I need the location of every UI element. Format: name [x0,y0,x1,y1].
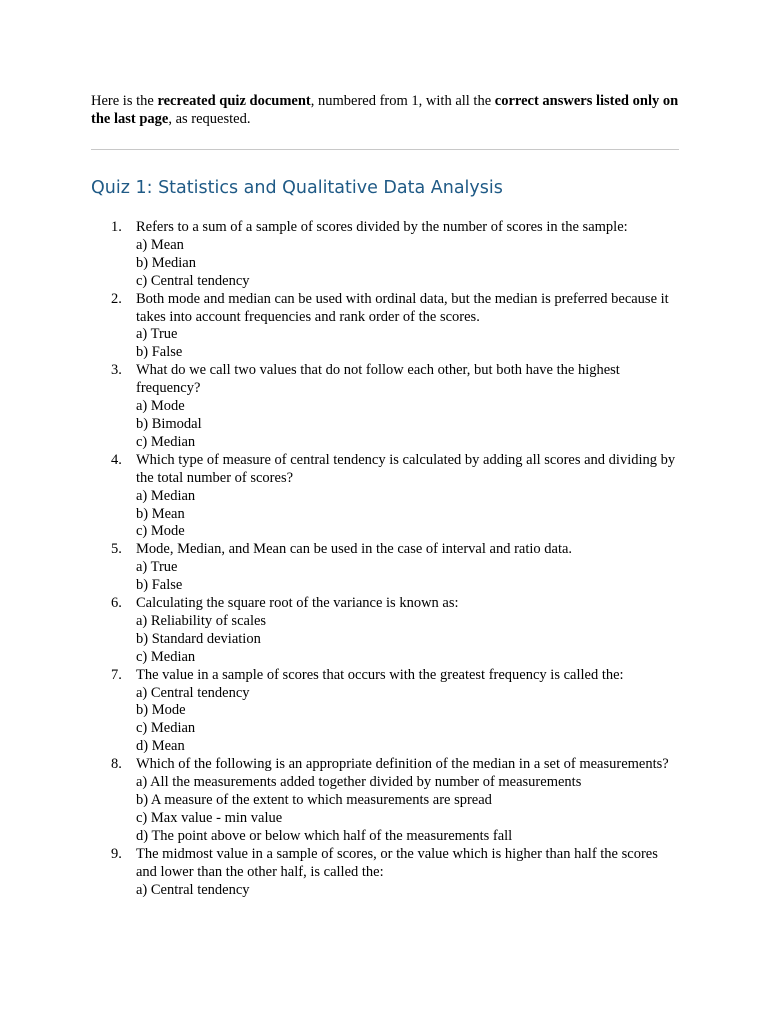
question-item [91,667,679,757]
question-text: Which type of measure of central tendency is calculated by adding all scores and dividing by the total number of scores? [136,451,676,486]
intro-text-2: , numbered from 1, with all the [310,93,495,109]
question-item [91,595,679,667]
question-number: 4. [111,451,122,468]
question-item [91,219,679,291]
answer-option: c) Max value - min value [136,809,283,826]
document-page [91,92,679,899]
intro-text-1: Here is the [91,93,158,109]
question-item [91,846,679,900]
answer-option: a) Mean [136,236,184,253]
answer-option: d) Mean [136,738,185,755]
question-text: Which of the following is an appropriate definition of the median in a set of measurements? [136,756,669,773]
answer-option: a) True [136,326,178,343]
answer-option: c) Median [136,648,196,665]
question-item [91,291,679,363]
answer-option: a) Median [136,487,196,504]
question-text: Refers to a sum of a sample of scores divided by the number of scores in the sample: [136,219,628,235]
question-item [91,452,679,542]
answer-option: b) Bimodal [136,415,202,432]
question-number: 2. [111,290,122,307]
question-number: 5. [111,541,122,558]
answer-option: b) Mean [136,505,185,522]
question-number: 6. [111,595,122,612]
question-text: Both mode and median can be used with ordinal data, but the median is preferred because it takes into account frequencies and rank order of the scores. [136,290,669,325]
intro-bold-2: correct answers listed only on the last page [91,93,679,127]
question-number: 8. [111,756,122,773]
question-item [91,362,679,452]
question-number: 9. [111,845,122,862]
answer-option: c) Central tendency [136,272,250,289]
answer-option: b) Standard deviation [136,630,261,647]
answer-option: c) Median [136,720,196,737]
question-item [91,756,679,846]
answer-option: a) Central tendency [136,881,250,898]
intro-bold-1: recreated quiz document [157,93,311,109]
answer-option: c) Mode [136,523,185,540]
answer-option: b) Mode [136,702,186,719]
intro-text-3: , as requested. [168,111,251,127]
answer-option: c) Median [136,433,196,450]
answer-option: b) Median [136,254,196,271]
answer-option: b) False [136,344,183,361]
answer-option: a) Reliability of scales [136,612,267,629]
answer-option: a) True [136,559,178,576]
question-item [91,541,679,595]
question-number: 1. [111,219,122,235]
question-number: 3. [111,362,122,379]
question-text: What do we call two values that do not follow each other, but both have the highest frequency? [136,362,620,397]
question-text: Mode, Median, and Mean can be used in the case of interval and ratio data. [136,541,573,558]
question-text: The midmost value in a sample of scores, or the value which is higher than half the scores and lower than the other half, is called the: [136,845,658,880]
question-number: 7. [111,666,122,683]
intro-paragraph [91,92,679,128]
divider [91,149,679,150]
question-list [91,219,679,899]
answer-option: a) Mode [136,398,185,415]
answer-option: a) Central tendency [136,684,250,701]
answer-option: b) False [136,577,183,594]
answer-option: b) A measure of the extent to which measurements are spread [136,792,492,808]
answer-option: d) The point above or below which half of the measurements fall [136,827,513,844]
quiz-heading: Quiz 1: Statistics and Qualitative Data Analysis [91,178,503,198]
question-text: Calculating the square root of the variance is known as: [136,595,459,612]
answer-option: a) All the measurements added together divided by number of measurements [136,774,582,791]
question-text: The value in a sample of scores that occurs with the greatest frequency is called the: [136,666,624,683]
